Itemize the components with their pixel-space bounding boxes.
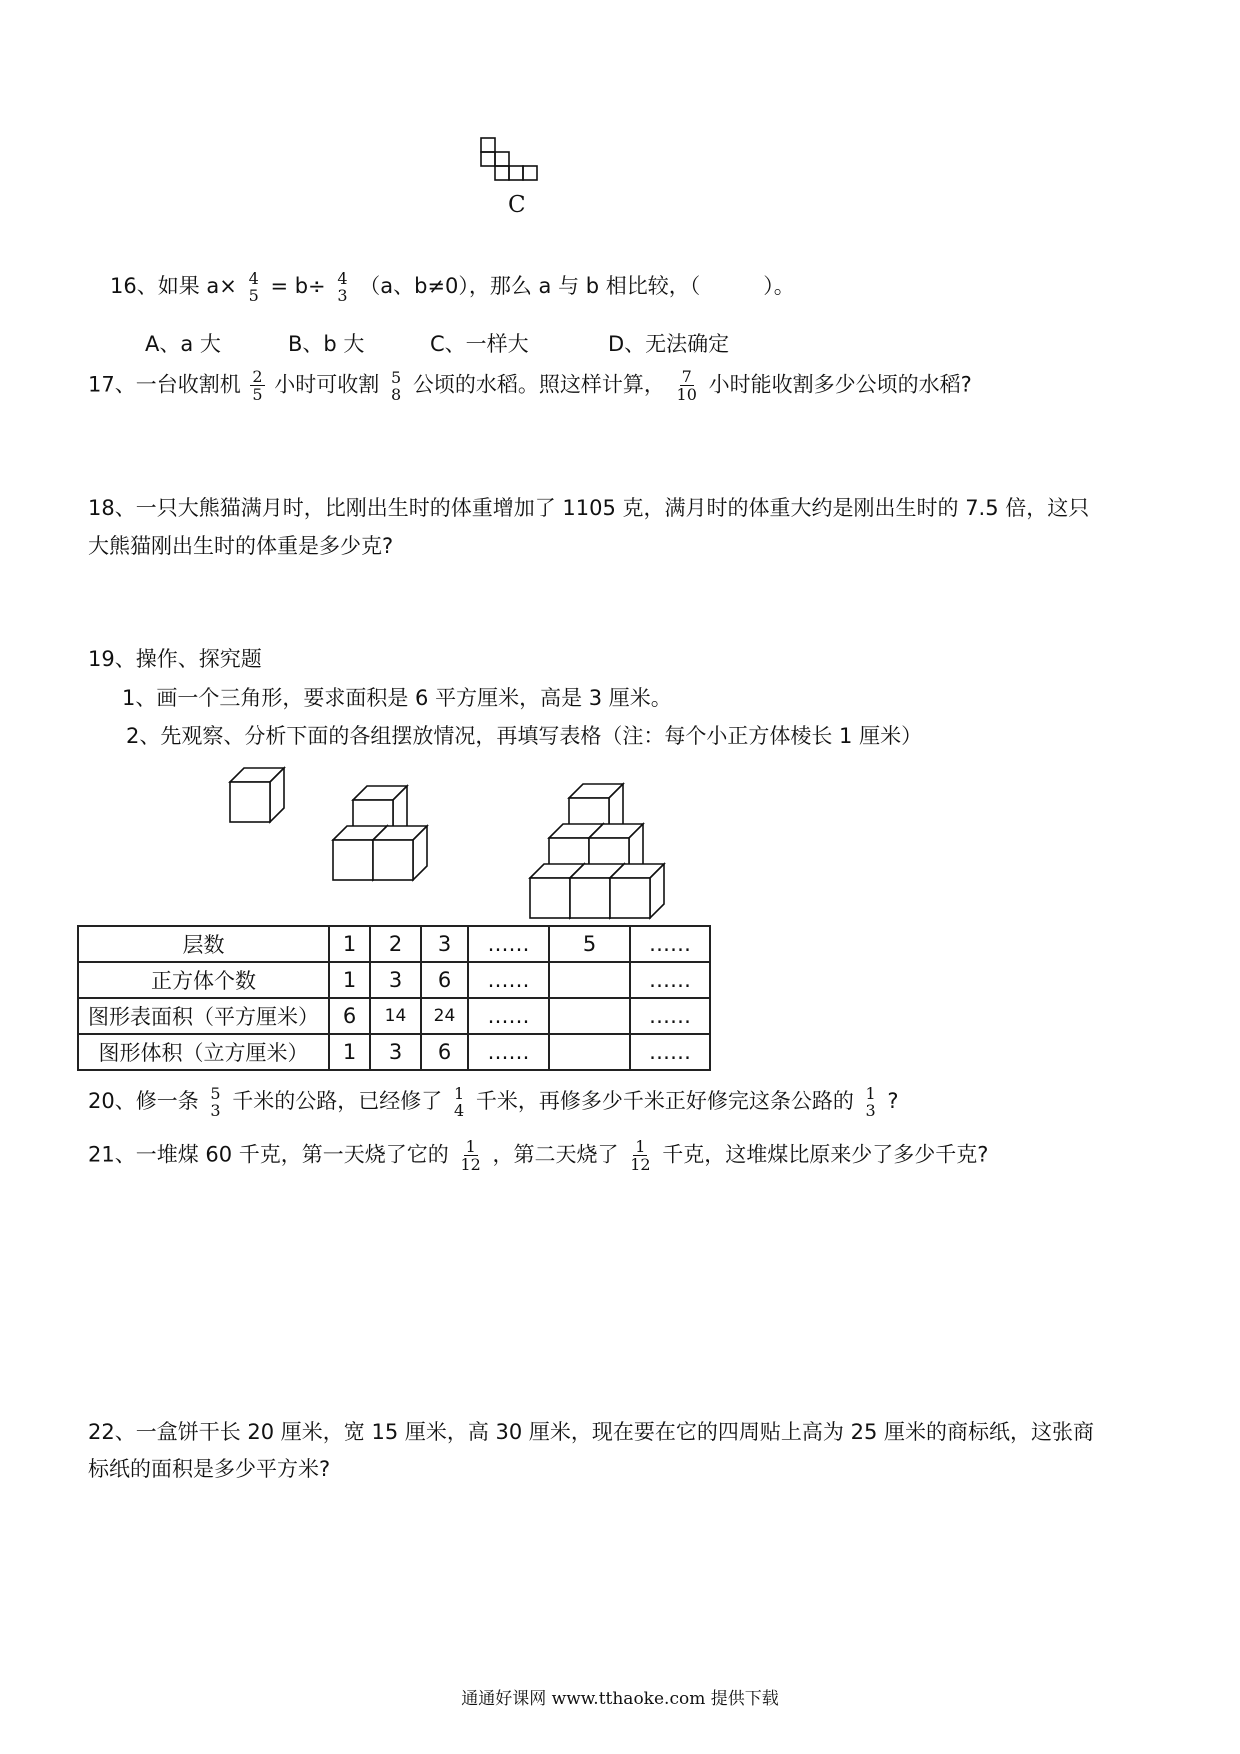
table-row-header: 层数 xyxy=(78,926,329,962)
question-17 xyxy=(88,368,972,403)
table-cell: …… xyxy=(468,998,549,1034)
q16-text-pre: 16、如果 a× xyxy=(110,274,237,298)
q17-text-post: 小时能收割多少公顷的水稻? xyxy=(708,372,972,397)
table-row xyxy=(78,1034,710,1070)
table-cell: …… xyxy=(468,962,549,998)
q16-fraction-2: 4 3 xyxy=(337,269,348,305)
question-19-title: 19、操作、探究题 xyxy=(88,647,262,671)
table-cell: …… xyxy=(630,962,710,998)
q16-text-mid: = b÷ xyxy=(270,274,326,298)
table-cell: 24 xyxy=(421,998,468,1034)
q16-option-b[interactable]: B、b 大 xyxy=(288,332,365,356)
table-cell: …… xyxy=(630,1034,710,1070)
question-21 xyxy=(88,1138,988,1173)
q20-fraction-1: 5 3 xyxy=(210,1084,221,1120)
table-cell: 3 xyxy=(421,926,468,962)
q20-fraction-2: 1 4 xyxy=(453,1084,465,1120)
table-row-header: 图形体积（立方厘米） xyxy=(78,1034,329,1070)
question-16 xyxy=(110,270,795,304)
q21-text-post: 千克，这堆煤比原来少了多少千克? xyxy=(662,1142,989,1167)
question-19-item-2: 2、先观察、分析下面的各组摆放情况，再填写表格（注：每个小正方体棱长 1 厘米） xyxy=(126,724,923,748)
q17-text-pre: 17、一台收割机 xyxy=(88,372,241,397)
table-cell: 6 xyxy=(421,962,468,998)
table-cell: 1 xyxy=(329,926,370,962)
table-row-header: 图形表面积（平方厘米） xyxy=(78,998,329,1034)
table-cell: 3 xyxy=(370,962,421,998)
q16-fraction-1: 4 5 xyxy=(248,269,259,305)
table-cell: 5 xyxy=(549,926,630,962)
table-cell: 3 xyxy=(370,1034,421,1070)
cube xyxy=(610,864,664,918)
q16-text-post: （a、b≠0），那么 a 与 b 相比较，（ ）。 xyxy=(359,274,795,298)
cube xyxy=(373,826,427,880)
table-blank-cell[interactable] xyxy=(549,1034,630,1070)
q21-fraction-2: $\frac{1}{12}$ xyxy=(630,1137,651,1174)
table-row xyxy=(78,926,710,962)
question-22-line-1: 22、一盒饼干长 20 厘米，宽 15 厘米，高 30 厘米，现在要在它的四周贴上高为 25 厘米的商标纸，这张商 xyxy=(88,1420,1095,1444)
table-blank-cell[interactable] xyxy=(549,998,630,1034)
table-cell: 1 xyxy=(329,1034,370,1070)
table-cell: …… xyxy=(468,926,549,962)
table-row-header: 正方体个数 xyxy=(78,962,329,998)
table-cell: 6 xyxy=(421,1034,468,1070)
cube-net-figure-c xyxy=(475,130,555,185)
q20-fraction-3: 1 3 xyxy=(865,1084,876,1120)
table-cell: 6 xyxy=(329,998,370,1034)
cube-stacks-figure xyxy=(220,760,720,930)
table-cell: …… xyxy=(630,998,710,1034)
question-19-item-1: 1、画一个三角形，要求面积是 6 平方厘米，高是 3 厘米。 xyxy=(122,686,672,710)
q21-text-mid: ，第二天烧了 xyxy=(492,1142,619,1167)
q17-fraction-3: $\frac{7}{10}$ xyxy=(676,367,697,404)
q16-option-c[interactable]: C、一样大 xyxy=(430,332,529,356)
table-row xyxy=(78,998,710,1034)
q16-option-d[interactable]: D、无法确定 xyxy=(608,332,730,356)
table-cell: …… xyxy=(468,1034,549,1070)
table-cell: 2 xyxy=(370,926,421,962)
q16-option-a[interactable]: A、a 大 xyxy=(145,332,221,356)
q21-text-pre: 21、一堆煤 60 千克，第一天烧了它的 xyxy=(88,1142,449,1167)
q21-fraction-1: $\frac{1}{12}$ xyxy=(460,1137,481,1174)
q17-text-mid2: 公顷的水稻。照这样计算， xyxy=(412,372,665,397)
q20-text-post: ? xyxy=(887,1089,899,1113)
q20-text-pre: 20、修一条 xyxy=(88,1089,199,1113)
question-18-line-1: 18、一只大熊猫满月时，比刚出生时的体重增加了 1105 克，满月时的体重大约是刚出生时的 7.5 倍，这只 xyxy=(88,496,1090,520)
q17-fraction-2: 5 8 xyxy=(390,367,402,404)
q17-text-mid1: 小时可收割 xyxy=(274,372,380,397)
q20-text-mid2: 千米，再修多少千米正好修完这条公路的 xyxy=(475,1089,854,1113)
q20-text-mid1: 千米的公路，已经修了 xyxy=(232,1089,443,1113)
question-18-line-2: 大熊猫刚出生时的体重是多少克? xyxy=(88,534,394,558)
table-blank-cell[interactable] xyxy=(549,962,630,998)
figure-label: C xyxy=(508,192,526,218)
q17-fraction-1: $\frac{2}{5}$ xyxy=(252,367,263,404)
cube xyxy=(230,768,284,822)
cube-table xyxy=(77,925,711,1071)
question-22-line-2: 标纸的面积是多少平方米? xyxy=(88,1457,331,1481)
table-cell: …… xyxy=(630,926,710,962)
page-footer: 通通好课网 www.tthaoke.com 提供下载 xyxy=(461,1689,779,1709)
table-row xyxy=(78,962,710,998)
table-cell: 1 xyxy=(329,962,370,998)
question-20 xyxy=(88,1085,899,1119)
table-cell: 14 xyxy=(370,998,421,1034)
